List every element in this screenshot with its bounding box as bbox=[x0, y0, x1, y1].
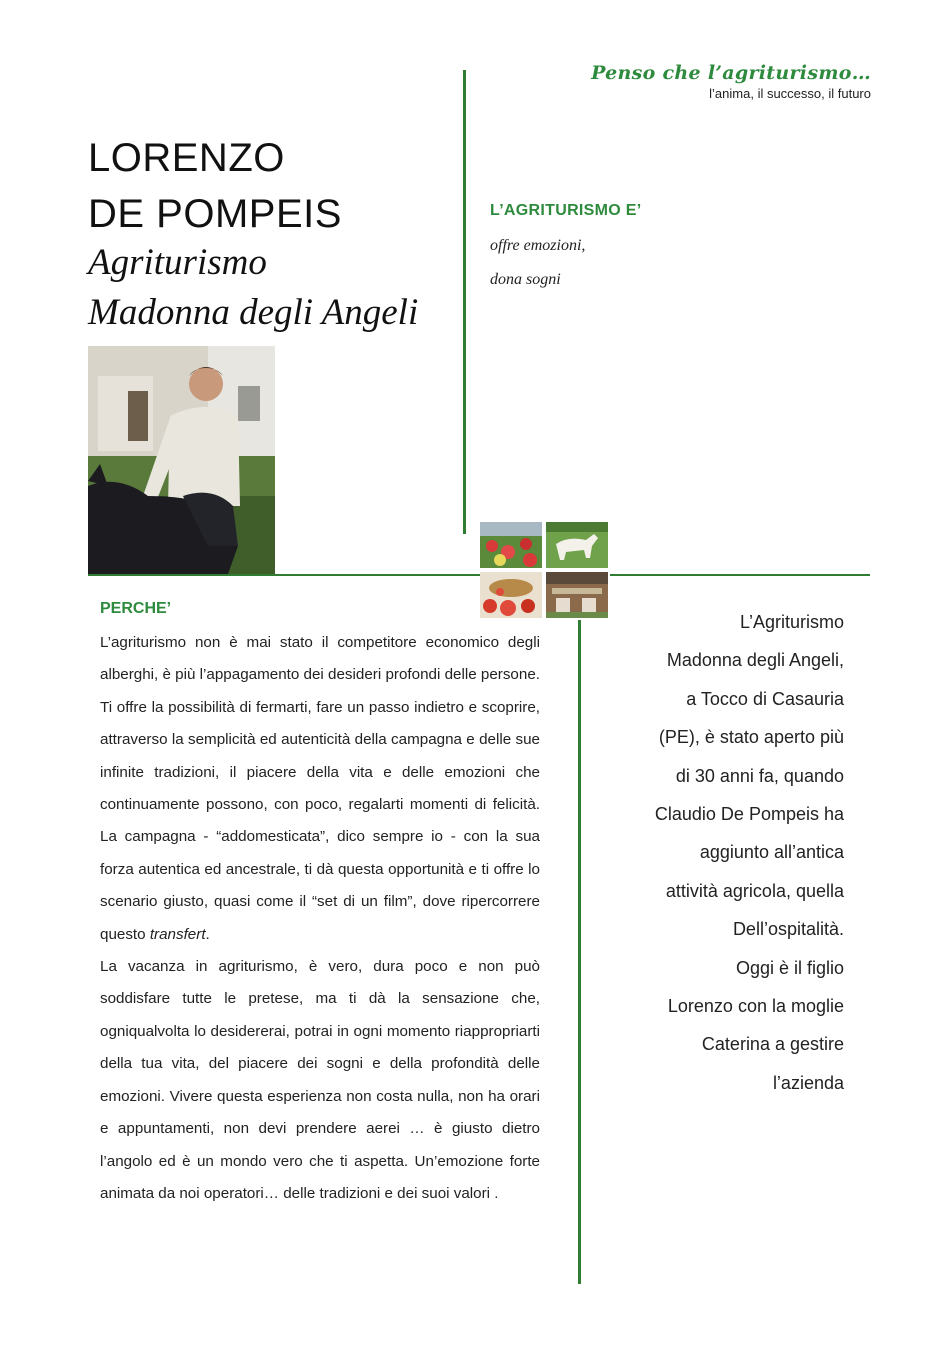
side-line: Caterina a gestire bbox=[701, 1034, 844, 1055]
perche-paragraph-2: La vacanza in agriturismo, è vero, dura poco e non può soddisfare tutte le pretese, ma ti dà la sensazione che, ogniqualvolta lo desidererai, potrai in ogni momento riappropriarti della tua vita, del piacere dei sogni e della profondità delle emozioni. Vivere questa esperienza non costa nulla, non ha orari e appuntamenti, non devi prendere aerei … è giusto dietro l’angolo ed è un mondo vero che ti aspetta. Un’emozione forte animata da noi operatori… delle tradizioni e dei suoi valori . bbox=[100, 958, 540, 1202]
agriturismo-line-2: dona sogni bbox=[490, 271, 561, 288]
right-horizontal-rule bbox=[610, 574, 870, 576]
farm-name-line-2: Madonna degli Angeli bbox=[88, 292, 419, 333]
side-line: Dell’ospitalità. bbox=[732, 919, 844, 940]
thumbnail-terrace bbox=[546, 572, 608, 618]
side-line: di 30 anni fa, quando bbox=[675, 765, 844, 786]
side-line: Claudio De Pompeis ha bbox=[654, 804, 844, 825]
thumbnail-food bbox=[480, 572, 542, 618]
person-name bbox=[88, 130, 342, 242]
perche-heading: PERCHE’ bbox=[100, 600, 172, 617]
thumbnail-white-horse bbox=[546, 522, 608, 568]
perche-paragraph-1 bbox=[100, 627, 540, 951]
agriturismo-line-1: offre emozioni, bbox=[490, 237, 586, 254]
tagline-subtitle: l’anima, il successo, il futuro bbox=[709, 86, 871, 101]
side-line: a Tocco di Casauria bbox=[686, 688, 844, 709]
perche-body bbox=[100, 627, 540, 1210]
side-line: Lorenzo con la moglie bbox=[667, 996, 844, 1017]
side-line: (PE), è stato aperto più bbox=[658, 727, 844, 748]
thumbnail-grid bbox=[480, 522, 610, 620]
portrait-illustration bbox=[88, 346, 275, 574]
side-line: l’azienda bbox=[772, 1072, 844, 1093]
bottom-vertical-rule bbox=[578, 620, 581, 1284]
thumbnail-flowers bbox=[480, 522, 542, 568]
name-line-1: LORENZO bbox=[88, 136, 285, 180]
perche-italic-word: transfert bbox=[149, 925, 206, 943]
left-horizontal-rule bbox=[88, 574, 481, 576]
side-line: Madonna degli Angeli, bbox=[666, 650, 844, 671]
perche-paragraph-1-end: . bbox=[205, 925, 210, 943]
side-line: Oggi è il figlio bbox=[735, 957, 844, 978]
side-line: L’Agriturismo bbox=[739, 612, 844, 632]
agriturismo-heading: L’AGRITURISMO E’ bbox=[490, 202, 642, 219]
portrait-photo bbox=[88, 346, 275, 574]
perche-paragraph-1-text: L’agriturismo non è mai stato il competitore economico degli alberghi, è più l’appagamento dei desideri profondi delle persone. Ti offre la possibilità di fermarti, fare un passo indietro e scoprire, attraverso la semplicità ed autenticità della campagna e delle sue infinite tradizioni, il piacere della vita e delle emozioni che continuamente possono, con poco, regalarti momenti di felicità. La campagna - “addomesticata”, dico sempre io - con la sua forza autentica ed ancestrale, ti dà questa opportunità e ti offre lo scenario giusto, quasi come il “set di un film”, dove ripercorrere questo bbox=[100, 634, 540, 943]
side-line: attività agricola, quella bbox=[665, 880, 844, 901]
name-line-2: DE POMPEIS bbox=[88, 192, 342, 236]
farm-name bbox=[88, 238, 418, 338]
top-vertical-rule bbox=[463, 70, 466, 534]
side-line: aggiunto all’antica bbox=[699, 842, 844, 863]
tagline-title: Penso che l’agriturismo… bbox=[591, 62, 871, 84]
farm-name-line-1: Agriturismo bbox=[88, 242, 267, 283]
side-description bbox=[612, 603, 844, 1102]
header-tagline bbox=[591, 62, 871, 101]
